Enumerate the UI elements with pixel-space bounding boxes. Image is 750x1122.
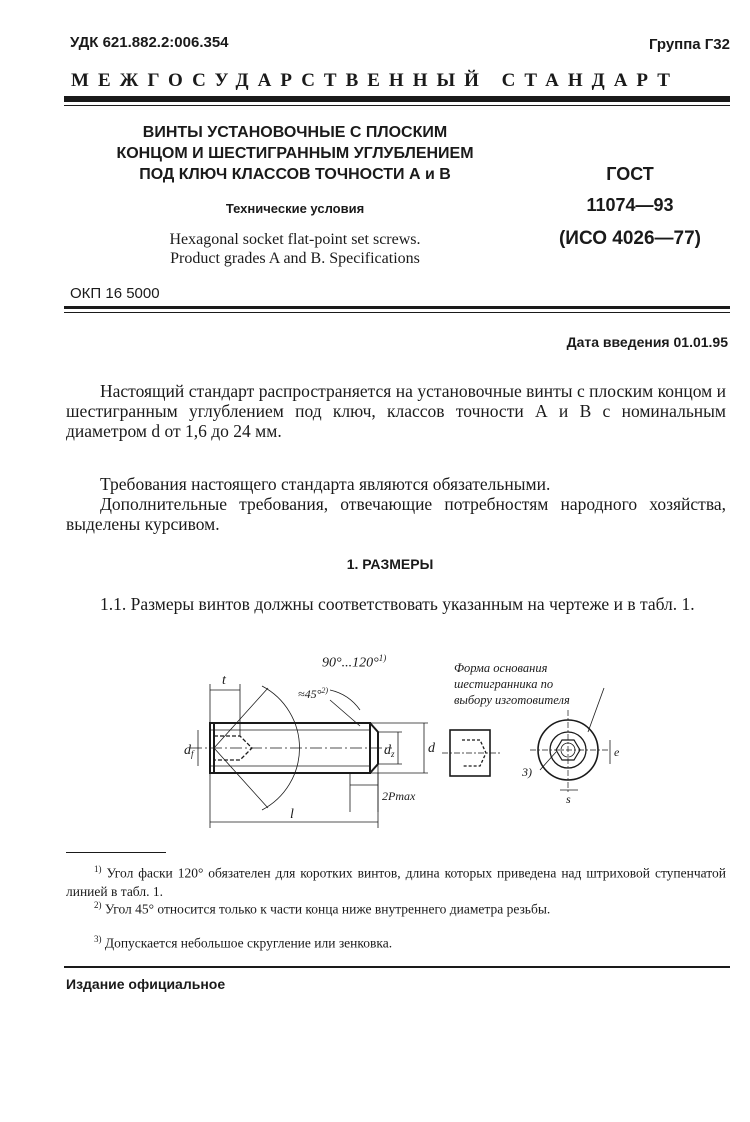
cone-line-upper — [214, 688, 268, 748]
okp-thick-rule — [64, 306, 730, 309]
paragraph-mandatory: Требования настоящего стандарта являются обязательными. — [100, 474, 551, 494]
okp-code: ОКП 16 5000 — [70, 285, 160, 302]
paragraph-scope: Настоящий стандарт распространяется на установочные винты с плоским концом и шестигранным углублением под ключ, классов точности А и В с номинальным диаметром d от 1,6 до 24 мм. — [66, 381, 726, 441]
edition-rule — [64, 966, 730, 968]
label-l: l — [290, 807, 294, 822]
group-code: Группа Г32 — [648, 36, 730, 53]
paragraph-dimensions: 1.1. Размеры винтов должны соответствовать указанным на чертеже и в табл. 1. — [100, 594, 695, 614]
hex-note-line-2: шестигранника по — [454, 677, 554, 691]
header-thick-rule — [64, 96, 730, 102]
iso-reference: (ИСО 4026—77) — [558, 228, 702, 249]
gost-number: 11074—93 — [586, 195, 674, 215]
label-e: e — [614, 745, 620, 759]
label-3: 3) — [522, 765, 532, 779]
hex-base-note — [454, 660, 570, 708]
label-s: s — [566, 792, 571, 806]
label-t: t — [222, 673, 226, 688]
document-title — [60, 122, 530, 185]
gost-label: ГОСТ — [606, 164, 654, 184]
cone-line-lower — [214, 748, 268, 808]
okp-thin-rule — [64, 312, 730, 313]
note-leader — [588, 688, 604, 732]
footnote-1: $^{1)}$ Угол фаски 120° обязателен для коротких винтов, длина которых приведена над штриховой ступенчатой линией в табл. 1. — [66, 864, 726, 899]
label-angle45: ≈45°$^{2)}$ — [298, 686, 329, 701]
introduction-date: Дата введения 01.01.95 — [566, 334, 728, 350]
footnote-rule — [66, 852, 166, 853]
english-title-line-2: Product grades A and B. Specifications — [170, 250, 420, 267]
title-line-3: ПОД КЛЮЧ КЛАССОВ ТОЧНОСТИ А и В — [139, 166, 451, 183]
official-edition: Издание официальное — [66, 976, 226, 992]
hex-note-line-3: выбору изготовителя — [454, 693, 570, 707]
label-dz: $d_z$ — [384, 743, 395, 759]
english-title-line-1: Hexagonal socket flat-point set screws. — [169, 231, 421, 248]
subtitle: Технические условия — [225, 201, 365, 216]
header-thin-rule — [64, 105, 730, 106]
footnote-3: $^{3)}$ Допускается небольшое скругление или зенковка. — [94, 934, 393, 951]
hex-note-line-1: Форма основания — [454, 661, 548, 675]
udc-code: УДК 621.882.2:006.354 — [70, 34, 229, 51]
paragraph-additional: Дополнительные требования, отвечающие потребностям народного хозяйства, выделены курсивом. — [66, 494, 726, 534]
title-line-2: КОНЦОМ И ШЕСТИГРАННЫМ УГЛУБЛЕНИЕМ — [116, 145, 474, 162]
label-df: $d_f$ — [184, 743, 194, 759]
label-d: d — [428, 741, 435, 756]
interstate-standard-heading: МЕЖГОСУДАРСТВЕННЫЙ СТАНДАРТ — [71, 70, 679, 91]
label-2pmax: 2Pmax — [382, 789, 416, 803]
footnote-2: $^{2)}$ Угол 45° относится только к части конца ниже внутреннего диаметра резьбы. — [94, 900, 551, 917]
angle45-arc — [330, 690, 360, 710]
section-heading: 1. РАЗМЕРЫ — [346, 556, 434, 572]
title-line-1: ВИНТЫ УСТАНОВОЧНЫЕ С ПЛОСКИМ — [142, 124, 448, 141]
angle-label: 90°...120°$^{1)}$ — [322, 653, 387, 671]
